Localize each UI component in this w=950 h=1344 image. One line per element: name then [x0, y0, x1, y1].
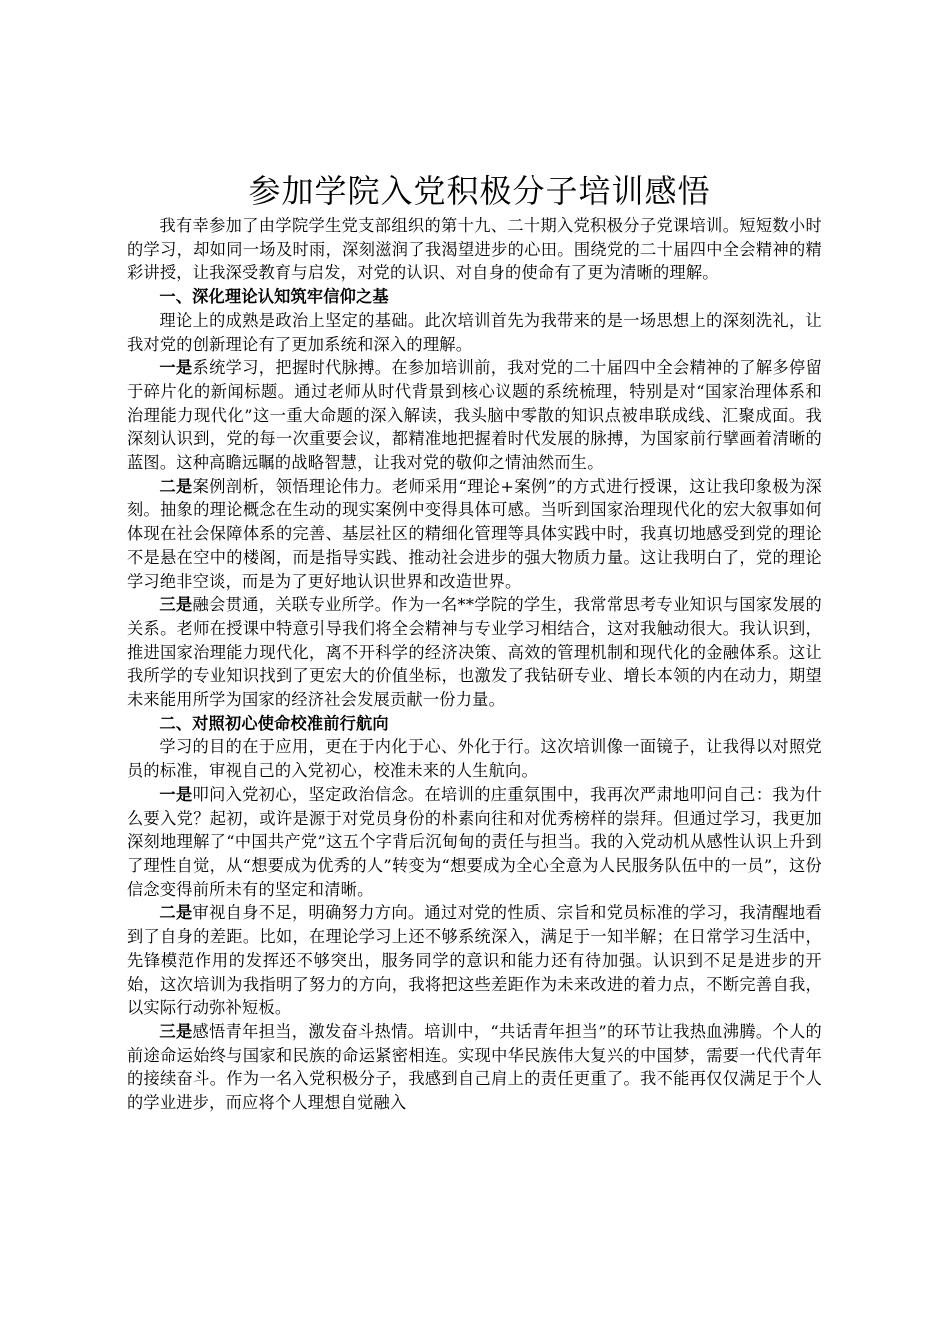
point-lead: 一是: [159, 784, 193, 804]
section-1-point-3: [127, 593, 822, 712]
section-heading-2: 二、对照初心使命校准前行航向: [159, 713, 389, 733]
document-body: [127, 168, 822, 1115]
point-text: 系统学习，把握时代脉搏。在参加培训前，我对党的二十届四中全会精神的了解多停留于碎片化的新闻标题。通过老师从时代背景到核心议题的系统梳理，特别是对“国家治理体系和治理能力现代化”这一重大命题的深入解读，我头脑中零散的知识点被串联成线、汇聚成面。我深刻认识到，党的每一次重要会议，都精准地把握着时代发展的脉搏，为国家前行擘画着清晰的蓝图。这种高瞻远瞩的战略智慧，让我对党的敬仰之情油然而生。: [127, 358, 823, 473]
section-heading-1: 一、深化理论认知筑牢信仰之基: [159, 287, 389, 307]
section-2-point-1: [127, 783, 822, 902]
point-lead: 三是: [159, 595, 193, 615]
section-2-point-2: [127, 901, 822, 1020]
point-lead: 一是: [159, 358, 193, 378]
point-text: 审视自身不足，明确努力方向。通过对党的性质、宗旨和党员标准的学习，我清醒地看到了自身的差距。比如，在理论学习上还不够系统深入，满足于一知半解；在日常学习生活中，先锋模范作用的发挥还不够突出，服务同学的意识和能力还有待加强。认识到不足是进步的开始，这次培训为我指明了努力的方向，我将把这些差距作为未来改进的着力点，不断完善自我，以实际行动弥补短板。: [127, 903, 823, 1018]
point-lead: 二是: [159, 476, 193, 496]
document-title: 参加学院入党积极分子培训感悟: [248, 172, 711, 210]
point-text: 融会贯通，关联专业所学。作为一名**学院的学生，我常常思考专业知识与国家发展的关系。老师在授课中特意引导我们将全会精神与专业学习相结合，这对我触动很大。我认识到，推进国家治理能力现代化，离不开科学的经济决策、高效的管理机制和现代化的金融体系。这让我所学的专业知识找到了更宏大的价值坐标，也激发了我钻研专业、增长本领的内在动力，期望未来能用所学为国家的经济社会发展贡献一份力量。: [127, 595, 822, 710]
intro-paragraph: 我有幸参加了由学院学生党支部组织的第十九、二十期入党积极分子党课培训。短短数小时的学习，却如同一场及时雨，深刻滋润了我渴望进步的心田。围绕党的二十届四中全会精神的精彩讲授，让我深受教育与启发，对党的认识、对自身的使命有了更为清晰的理解。: [127, 216, 822, 283]
section-1-point-2: [127, 475, 822, 594]
point-text: 案例剖析，领悟理论伟力。老师采用“理论+案例”的方式进行授课，这让我印象极为深刻。抽象的理论概念在生动的现实案例中变得具体可感。当听到国家治理现代化的宏大叙事如何体现在社会保障体系的完善、基层社区的精细化管理等具体实践中时，我真切地感受到党的理论不是悬在空中的楼阁，而是指导实践、推动社会进步的强大物质力量。这让我明白了，党的理论学习绝非空谈，而是为了更好地认识世界和改造世界。: [127, 476, 822, 591]
point-text: 感悟青年担当，激发奋斗热情。培训中，“共话青年担当”的环节让我热血沸腾。个人的前途命运始终与国家和民族的命运紧密相连。实现中华民族伟大复兴的中国梦，需要一代代青年的接续奋斗。作为一名入党积极分子，我感到自己肩上的责任更重了。我不能再仅仅满足于个人的学业进步，而应将个人理想自觉融入: [127, 1021, 822, 1113]
section-2-point-3: [127, 1020, 822, 1115]
section-2-intro: 学习的目的在于应用，更在于内化于心、外化于行。这次培训像一面镜子，让我得以对照党员的标准，审视自己的入党初心，校准未来的人生航向。: [127, 737, 822, 781]
section-1-intro: 理论上的成熟是政治上坚定的基础。此次培训首先为我带来的是一场思想上的深刻洗礼，让我对党的创新理论有了更加系统和深入的理解。: [127, 310, 822, 354]
section-1-point-1: [127, 356, 822, 475]
point-text: 叩问入党初心，坚定政治信念。在培训的庄重氛围中，我再次严肃地叩问自己：我为什么要入党？起初，或许是源于对党员身份的朴素向往和对优秀榜样的崇拜。但通过学习，我更加深刻地理解了“中国共产党”这五个字背后沉甸甸的责任与担当。我的入党动机从感性认识上升到了理性自觉，从“想要成为优秀的人”转变为“想要成为全心全意为人民服务队伍中的一员”，这份信念变得前所未有的坚定和清晰。: [127, 784, 823, 899]
point-lead: 三是: [159, 1021, 193, 1041]
point-lead: 二是: [159, 903, 193, 923]
